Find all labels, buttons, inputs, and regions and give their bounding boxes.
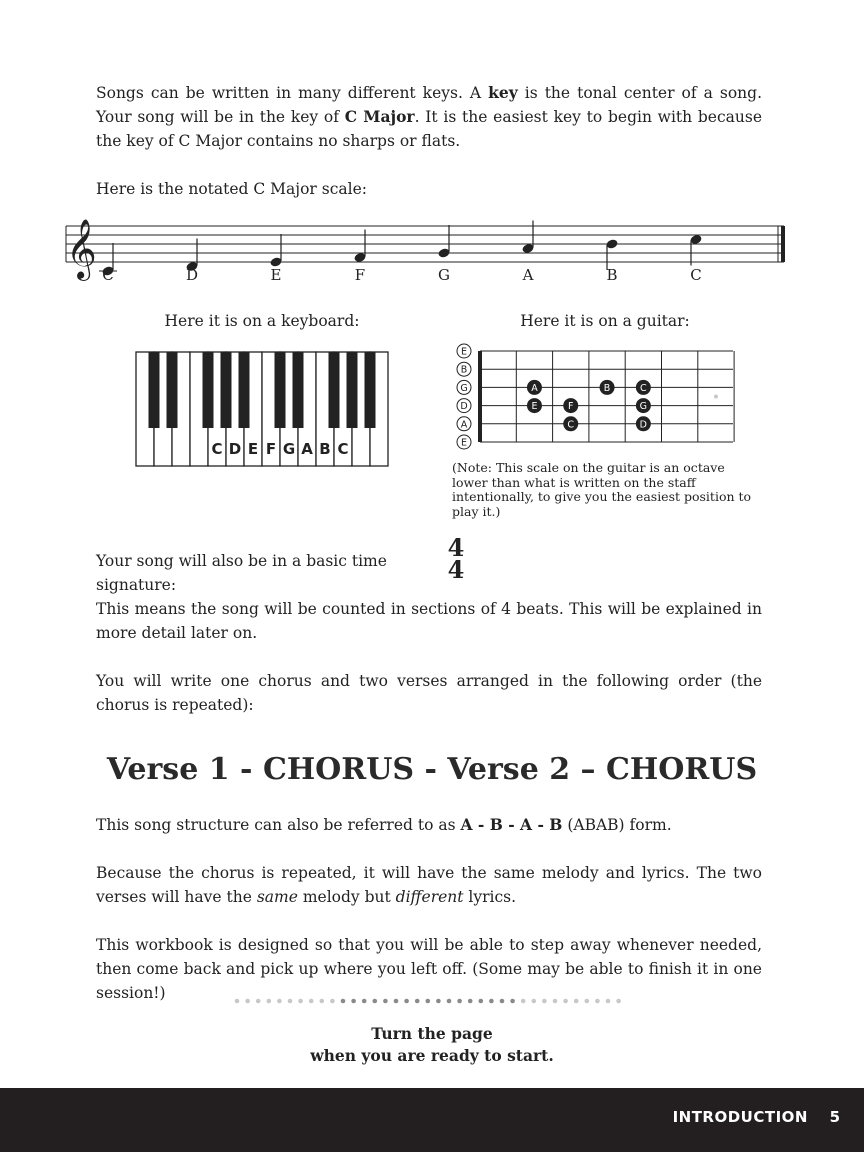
- staff-note-label: E: [270, 266, 282, 284]
- fret-marker: [714, 395, 718, 399]
- svg-text:B: B: [603, 382, 611, 394]
- key-label: A: [301, 440, 313, 458]
- abab-letters: A - B - A - B: [460, 815, 563, 834]
- guitar-note-dot: [527, 380, 542, 395]
- svg-text:G: G: [460, 382, 468, 394]
- page-footer: [0, 1088, 864, 1152]
- cta-line-2: when you are ready to start.: [310, 1046, 554, 1065]
- beats-explanation: This means the song will be counted in sections of 4 beats. This will be explained in more detail later on.: [96, 600, 762, 642]
- abab-form-text: This song structure can also be referred to as A - B - A - B (ABAB) form.: [96, 815, 672, 834]
- black-key: [365, 352, 376, 428]
- svg-text:C: C: [567, 419, 575, 431]
- staff-lines: [66, 226, 784, 262]
- black-key: [293, 352, 304, 428]
- song-form-heading: Verse 1 - CHORUS - Verse 2 – CHORUS: [106, 752, 758, 787]
- key-label: G: [282, 440, 296, 458]
- key-label: E: [247, 440, 259, 458]
- term-key: key: [488, 83, 518, 102]
- svg-text:A: A: [531, 382, 538, 394]
- svg-text:E: E: [460, 437, 468, 449]
- treble-clef-icon: 𝄞: [66, 219, 97, 279]
- time-signature-bottom: 4: [447, 555, 465, 584]
- svg-text:G: G: [639, 401, 648, 413]
- staff-note-label: D: [185, 266, 199, 284]
- black-key: [203, 352, 214, 428]
- key-label: B: [319, 440, 331, 458]
- chorus-repeat-text: Because the chorus is repeated, it will have the same melody and lyrics. The two verses will have the same melody but different lyrics.: [96, 864, 762, 906]
- black-key: [167, 352, 178, 428]
- staff-note: [437, 225, 450, 259]
- guitar-note-dot: [527, 398, 542, 413]
- c-major-staff: [62, 208, 792, 288]
- staff-note-label: C: [690, 266, 702, 284]
- svg-text:D: D: [639, 419, 648, 431]
- staff-note: [269, 234, 282, 268]
- dotted-divider: [232, 996, 632, 1006]
- guitar-note-dot: [636, 398, 651, 413]
- svg-text:B: B: [460, 364, 468, 376]
- black-key: [329, 352, 340, 428]
- term-c-major: C Major: [344, 107, 415, 126]
- guitar-octave-note: (Note: This scale on the guitar is an octave lower than what is written on the staff intentionally, to give you the easiest position to play it.): [452, 460, 752, 519]
- black-key: [221, 352, 232, 428]
- guitar-note-dot: [636, 416, 651, 431]
- guitar-nut: [478, 351, 482, 442]
- string-name-icon: [457, 380, 471, 394]
- scale-intro-text: Here is the notated C Major scale:: [96, 180, 367, 198]
- staff-note-label: C: [102, 266, 114, 284]
- black-key: [275, 352, 286, 428]
- staff-note-label: A: [522, 266, 534, 284]
- black-key: [239, 352, 250, 428]
- guitar-note-dot: [600, 380, 615, 395]
- time-signature-4-4: [446, 533, 466, 584]
- black-key: [149, 352, 160, 428]
- guitar-note-dot: [563, 416, 578, 431]
- key-label: C: [211, 440, 223, 458]
- svg-text:F: F: [568, 401, 574, 413]
- footer-section-title: INTRODUCTION: [672, 1108, 808, 1126]
- guitar-fretboard: [452, 340, 742, 455]
- string-name-icon: [457, 344, 471, 358]
- staff-note-label: B: [606, 266, 618, 284]
- time-signature-top: 4: [447, 533, 465, 562]
- page-number: 5: [829, 1108, 840, 1126]
- string-name-icon: [457, 399, 471, 413]
- staff-note-label: F: [354, 266, 366, 284]
- time-signature-text: Your song will also be in a basic time signature:: [96, 552, 387, 594]
- cta-line-1: Turn the page: [371, 1024, 493, 1043]
- string-name-icon: [457, 435, 471, 449]
- staff-note: [689, 234, 702, 266]
- intro-paragraph: Songs can be written in many different keys. A key is the tonal center of a song. Your song will be in the key of C Major. It is the easiest key to begin with because the key of C Major contains no sharps or flats.: [96, 83, 762, 150]
- guitar-note-dot: [563, 398, 578, 413]
- svg-text:E: E: [460, 346, 468, 358]
- svg-text:A: A: [460, 419, 468, 431]
- string-name-icon: [457, 362, 471, 376]
- workbook-text: This workbook is designed so that you will be able to step away whenever needed, then come back and pick up where you left off. (Some may be able to finish it in one session!): [96, 936, 762, 1002]
- svg-text:C: C: [640, 382, 647, 394]
- keyboard-diagram: [134, 350, 390, 468]
- string-name-icon: [457, 417, 471, 431]
- structure-intro: You will write one chorus and two verses arranged in the following order (the chorus is repeated):: [96, 672, 762, 714]
- key-label: D: [228, 440, 242, 458]
- guitar-label: Here it is on a guitar:: [520, 312, 690, 330]
- keyboard-label: Here it is on a keyboard:: [164, 312, 360, 330]
- svg-text:E: E: [531, 401, 538, 413]
- staff-note-label: G: [438, 266, 450, 284]
- svg-text:D: D: [460, 401, 468, 413]
- key-label: F: [265, 440, 277, 458]
- guitar-note-dot: [636, 380, 651, 395]
- black-key: [347, 352, 358, 428]
- key-label: C: [337, 440, 349, 458]
